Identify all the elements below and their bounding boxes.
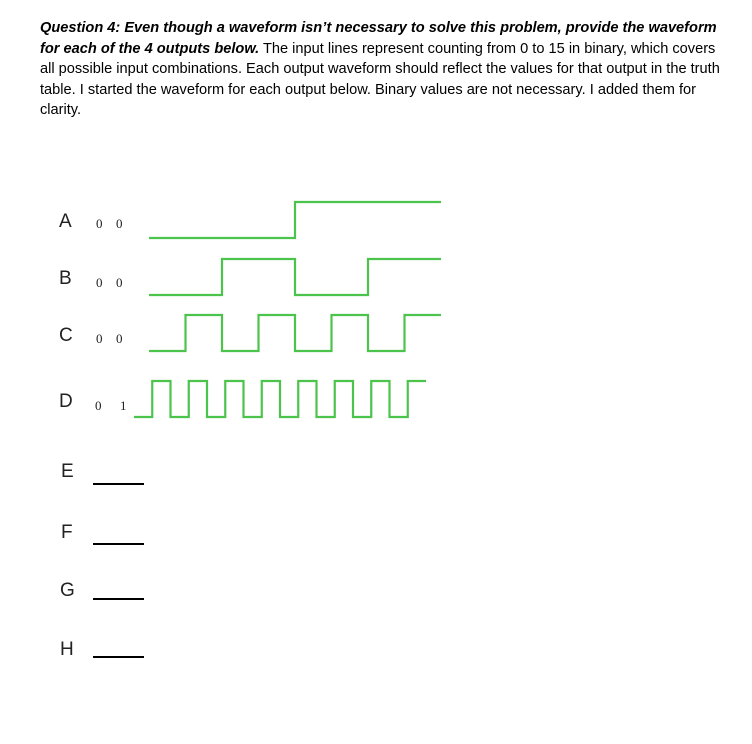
waveform-c <box>149 315 441 351</box>
waveform-b <box>149 259 441 295</box>
input-row-a <box>59 202 441 238</box>
signal-label-f: F <box>61 522 73 543</box>
signal-label-h: H <box>60 639 74 660</box>
bit-label-a-1: 0 <box>116 216 123 231</box>
signal-label-c: C <box>59 325 73 346</box>
output-row-g <box>60 580 144 601</box>
bit-label-d-0: 0 <box>95 398 102 413</box>
input-row-b <box>59 259 441 295</box>
output-row-e <box>61 461 144 484</box>
signal-label-g: G <box>60 580 75 601</box>
signal-label-d: D <box>59 391 73 412</box>
input-row-d <box>59 381 426 417</box>
bit-label-d-1: 1 <box>120 398 127 413</box>
question-bold-text: Question 4: Even though a waveform isn’t necessary to solve this problem, provide the waveform for each of the 4 outputs below. <box>40 20 717 57</box>
bit-label-b-1: 0 <box>116 275 123 290</box>
bit-label-c-0: 0 <box>96 331 103 346</box>
bit-label-c-1: 0 <box>116 331 123 346</box>
waveform-d <box>134 381 426 417</box>
bit-label-b-0: 0 <box>96 275 103 290</box>
input-row-c <box>59 315 441 351</box>
signal-label-b: B <box>59 268 72 289</box>
signal-label-e: E <box>61 461 74 482</box>
question-body-text: The input lines represent counting from 0 to 15 in binary, which covers all possible input combinations. Each output waveform should reflect the values for that output in the truth table. I started the waveform for each output below. Binary values are not necessary. I added them for clarity. <box>40 40 720 119</box>
output-row-h <box>60 639 144 660</box>
signal-label-a: A <box>59 211 72 232</box>
output-row-f <box>61 522 144 544</box>
waveform-a <box>149 202 441 238</box>
bit-label-a-0: 0 <box>96 216 103 231</box>
